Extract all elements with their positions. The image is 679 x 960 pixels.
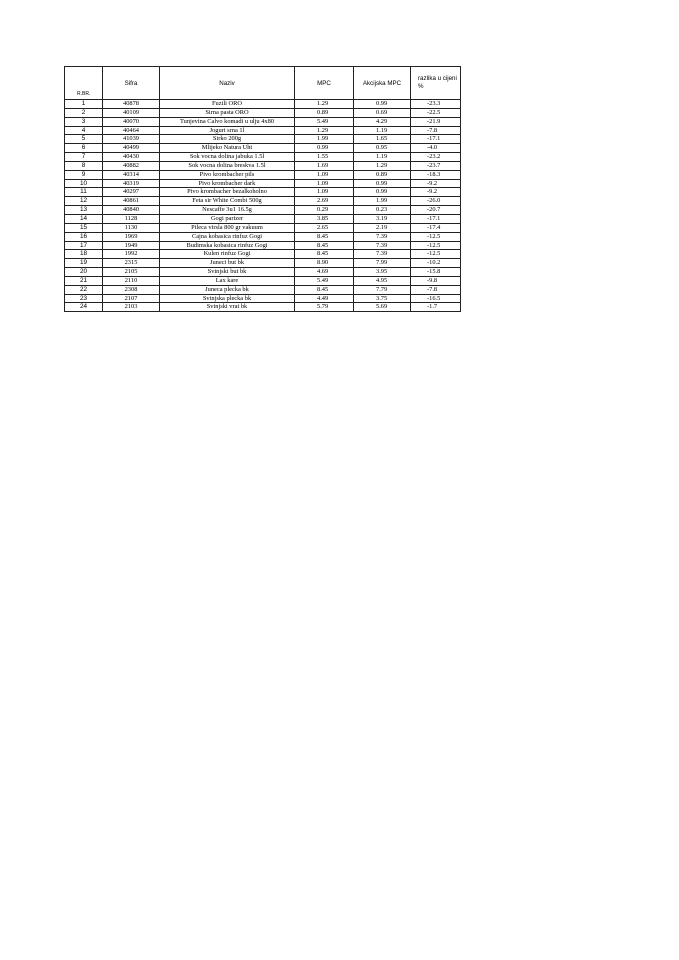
cell-rbr: 12 (65, 197, 103, 206)
cell-sifra: 40430 (103, 153, 160, 162)
cell-mpc: 1.09 (295, 179, 354, 188)
cell-razlika: -23.3 (411, 100, 461, 109)
cell-rbr: 15 (65, 223, 103, 232)
cell-mpc: 5.49 (295, 117, 354, 126)
cell-akcijska-mpc: 3.75 (354, 294, 411, 303)
cell-naziv: Gogi parizer (160, 214, 295, 223)
cell-rbr: 7 (65, 153, 103, 162)
cell-naziv: Tunjevina Calvo komadi u ulju 4x80 (160, 117, 295, 126)
table-row (65, 197, 461, 206)
cell-mpc: 2.65 (295, 223, 354, 232)
cell-sifra: 40840 (103, 206, 160, 215)
cell-razlika: -17.4 (411, 223, 461, 232)
cell-razlika: -22.5 (411, 108, 461, 117)
cell-sifra: 1992 (103, 250, 160, 259)
cell-razlika: -12.5 (411, 232, 461, 241)
cell-akcijska-mpc: 4.95 (354, 276, 411, 285)
cell-razlika: -20.7 (411, 206, 461, 215)
cell-naziv: Sok vocna dolina breskva 1.5l (160, 161, 295, 170)
cell-razlika: -17.1 (411, 135, 461, 144)
table-row (65, 126, 461, 135)
cell-naziv: Svinjska plecka bk (160, 294, 295, 303)
cell-rbr: 10 (65, 179, 103, 188)
cell-rbr: 13 (65, 206, 103, 215)
cell-mpc: 8.90 (295, 259, 354, 268)
cell-mpc: 5.79 (295, 303, 354, 312)
cell-naziv: Svinjski but bk (160, 268, 295, 277)
cell-sifra: 40070 (103, 117, 160, 126)
cell-naziv: Sok vocna dolina jabuka 1.5l (160, 153, 295, 162)
cell-razlika: -23.2 (411, 153, 461, 162)
cell-sifra: 40297 (103, 188, 160, 197)
cell-mpc: 0.89 (295, 108, 354, 117)
cell-akcijska-mpc: 7.39 (354, 232, 411, 241)
table-body (65, 100, 461, 312)
cell-akcijska-mpc: 7.39 (354, 250, 411, 259)
header-rbr: R.BR. (65, 67, 103, 100)
cell-rbr: 19 (65, 259, 103, 268)
table-row (65, 276, 461, 285)
cell-naziv: Cajna kobasica rinfuz Gogi (160, 232, 295, 241)
cell-rbr: 6 (65, 144, 103, 153)
cell-sifra: 2315 (103, 259, 160, 268)
cell-razlika: -12.5 (411, 250, 461, 259)
cell-razlika: -10.2 (411, 259, 461, 268)
header-sifra: Sifra (103, 67, 160, 100)
cell-mpc: 1.29 (295, 126, 354, 135)
cell-naziv: Fuzili ORO (160, 100, 295, 109)
table-row (65, 179, 461, 188)
cell-akcijska-mpc: 2.19 (354, 223, 411, 232)
price-table (64, 66, 461, 312)
cell-razlika: -21.9 (411, 117, 461, 126)
cell-razlika: -15.8 (411, 268, 461, 277)
table-row (65, 214, 461, 223)
table-row (65, 241, 461, 250)
cell-mpc: 1.99 (295, 135, 354, 144)
cell-rbr: 24 (65, 303, 103, 312)
cell-akcijska-mpc: 5.69 (354, 303, 411, 312)
cell-akcijska-mpc: 3.19 (354, 214, 411, 223)
cell-sifra: 2308 (103, 285, 160, 294)
cell-akcijska-mpc: 7.99 (354, 259, 411, 268)
table-row (65, 303, 461, 312)
header-akcijska-mpc: Akcijska MPC (354, 67, 411, 100)
table-row (65, 206, 461, 215)
cell-mpc: 1.09 (295, 188, 354, 197)
cell-sifra: 40109 (103, 108, 160, 117)
cell-akcijska-mpc: 0.23 (354, 206, 411, 215)
table-row (65, 250, 461, 259)
cell-naziv: Svinjski vrat bk (160, 303, 295, 312)
table-row (65, 153, 461, 162)
cell-sifra: 2103 (103, 303, 160, 312)
cell-razlika: -18.3 (411, 170, 461, 179)
cell-sifra: 1130 (103, 223, 160, 232)
cell-mpc: 4.49 (295, 294, 354, 303)
table-row (65, 108, 461, 117)
cell-razlika: -9.2 (411, 188, 461, 197)
cell-sifra: 40861 (103, 197, 160, 206)
cell-akcijska-mpc: 0.69 (354, 108, 411, 117)
cell-sifra: 2107 (103, 294, 160, 303)
table-row (65, 161, 461, 170)
cell-rbr: 3 (65, 117, 103, 126)
cell-naziv: Juneca plecka bk (160, 285, 295, 294)
cell-sifra: 40319 (103, 179, 160, 188)
table-row (65, 223, 461, 232)
cell-rbr: 22 (65, 285, 103, 294)
cell-naziv: Pivo krombacher dark (160, 179, 295, 188)
cell-rbr: 17 (65, 241, 103, 250)
cell-naziv: Feta sir White Combi 500g (160, 197, 295, 206)
table-header-row (65, 67, 461, 100)
cell-mpc: 1.69 (295, 161, 354, 170)
cell-naziv: Pivo krombacher pils (160, 170, 295, 179)
table-row (65, 144, 461, 153)
cell-mpc: 4.69 (295, 268, 354, 277)
cell-akcijska-mpc: 1.99 (354, 197, 411, 206)
cell-razlika: -1.7 (411, 303, 461, 312)
cell-mpc: 0.29 (295, 206, 354, 215)
table-row (65, 259, 461, 268)
cell-akcijska-mpc: 0.99 (354, 100, 411, 109)
table-row (65, 232, 461, 241)
table-row (65, 268, 461, 277)
cell-akcijska-mpc: 0.99 (354, 188, 411, 197)
cell-razlika: -9.8 (411, 276, 461, 285)
cell-sifra: 40314 (103, 170, 160, 179)
cell-sifra: 1128 (103, 214, 160, 223)
cell-rbr: 14 (65, 214, 103, 223)
header-razlika: razlika u cijeni % (411, 67, 461, 100)
cell-razlika: -16.5 (411, 294, 461, 303)
cell-razlika: -23.7 (411, 161, 461, 170)
cell-mpc: 8.45 (295, 285, 354, 294)
cell-akcijska-mpc: 0.99 (354, 179, 411, 188)
cell-naziv: Nescaffe 3u1 16.5g (160, 206, 295, 215)
cell-akcijska-mpc: 4.29 (354, 117, 411, 126)
header-mpc: MPC (295, 67, 354, 100)
table-row (65, 135, 461, 144)
cell-akcijska-mpc: 7.79 (354, 285, 411, 294)
cell-mpc: 3.85 (295, 214, 354, 223)
cell-rbr: 1 (65, 100, 103, 109)
cell-razlika: -7.8 (411, 126, 461, 135)
cell-akcijska-mpc: 0.95 (354, 144, 411, 153)
cell-sifra: 2105 (103, 268, 160, 277)
table-row (65, 117, 461, 126)
cell-sifra: 1969 (103, 232, 160, 241)
cell-sifra: 40464 (103, 126, 160, 135)
cell-akcijska-mpc: 1.29 (354, 161, 411, 170)
cell-rbr: 23 (65, 294, 103, 303)
cell-akcijska-mpc: 1.65 (354, 135, 411, 144)
cell-akcijska-mpc: 7.39 (354, 241, 411, 250)
cell-naziv: Kulen rinfuz Gogi (160, 250, 295, 259)
cell-rbr: 5 (65, 135, 103, 144)
cell-mpc: 0.99 (295, 144, 354, 153)
cell-naziv: Mlijeko Natura Uht (160, 144, 295, 153)
cell-sifra: 1949 (103, 241, 160, 250)
cell-sifra: 41039 (103, 135, 160, 144)
cell-razlika: -17.1 (411, 214, 461, 223)
cell-naziv: Budimska kobasica rinfuz Gogi (160, 241, 295, 250)
cell-rbr: 8 (65, 161, 103, 170)
cell-rbr: 18 (65, 250, 103, 259)
cell-akcijska-mpc: 3.95 (354, 268, 411, 277)
cell-mpc: 8.45 (295, 232, 354, 241)
cell-rbr: 9 (65, 170, 103, 179)
cell-razlika: -7.8 (411, 285, 461, 294)
table-row (65, 170, 461, 179)
cell-razlika: -9.2 (411, 179, 461, 188)
cell-rbr: 21 (65, 276, 103, 285)
cell-rbr: 2 (65, 108, 103, 117)
cell-rbr: 20 (65, 268, 103, 277)
cell-razlika: -4.0 (411, 144, 461, 153)
table-row (65, 188, 461, 197)
cell-mpc: 1.55 (295, 153, 354, 162)
header-naziv: Naziv (160, 67, 295, 100)
cell-naziv: Juneci but bk (160, 259, 295, 268)
cell-rbr: 11 (65, 188, 103, 197)
cell-rbr: 16 (65, 232, 103, 241)
cell-naziv: Lax kare (160, 276, 295, 285)
cell-sifra: 2110 (103, 276, 160, 285)
cell-sifra: 40882 (103, 161, 160, 170)
cell-sifra: 40499 (103, 144, 160, 153)
cell-razlika: -12.5 (411, 241, 461, 250)
cell-sifra: 40878 (103, 100, 160, 109)
cell-mpc: 8.45 (295, 250, 354, 259)
table-row (65, 294, 461, 303)
cell-mpc: 2.69 (295, 197, 354, 206)
cell-naziv: Sirko 200g (160, 135, 295, 144)
cell-akcijska-mpc: 1.19 (354, 126, 411, 135)
cell-mpc: 8.45 (295, 241, 354, 250)
table-row (65, 100, 461, 109)
cell-mpc: 1.09 (295, 170, 354, 179)
cell-naziv: Jogurt srna 1l (160, 126, 295, 135)
cell-razlika: -26.0 (411, 197, 461, 206)
cell-rbr: 4 (65, 126, 103, 135)
table-row (65, 285, 461, 294)
cell-akcijska-mpc: 0.89 (354, 170, 411, 179)
cell-mpc: 5.49 (295, 276, 354, 285)
cell-naziv: Pileca virsla 800 gr vakuum (160, 223, 295, 232)
cell-naziv: Sirna pasta ORO (160, 108, 295, 117)
cell-mpc: 1.29 (295, 100, 354, 109)
cell-akcijska-mpc: 1.19 (354, 153, 411, 162)
cell-naziv: Pivo krombacher bezalkoholno (160, 188, 295, 197)
